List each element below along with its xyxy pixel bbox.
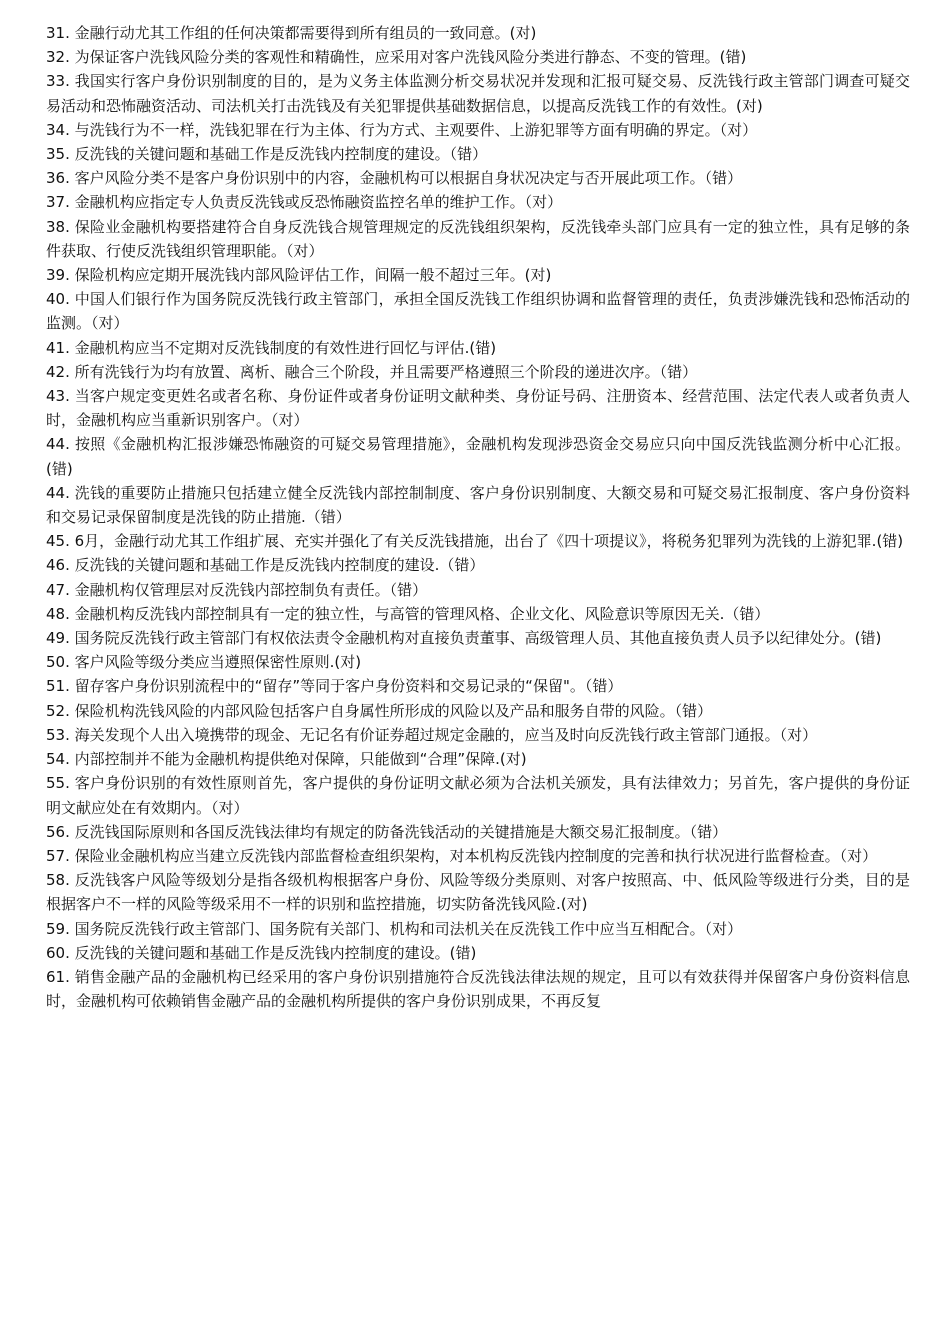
question-47: 47. 金融机构仅管理层对反洗钱内部控制负有责任。（错） [46,580,428,599]
question-57: 57. 保险业金融机构应当建立反洗钱内部监督检查组织架构，对本机构反洗钱内控制度的完善和执行状况进行监督检查。（对） [46,846,878,865]
question-37: 37. 金融机构应指定专人负责反洗钱或反恐怖融资监控名单的维护工作。（对） [46,193,563,212]
question-61: 61. 销售金融产品的金融机构已经采用的客户身份识别措施符合反洗钱法律法规的规定，且可以有效获得并保留客户身份资料信息时，金融机构可依赖销售金融产品的金融机构所提供的客户身份识别成果，不再反复 [46,967,910,1011]
question-56: 56. 反洗钱国际原则和各国反洗钱法律均有规定的防备洗钱活动的关键措施是大额交易汇报制度。（错） [46,822,728,841]
question-35: 35. 反洗钱的关键问题和基础工作是反洗钱内控制度的建设。（错） [46,145,488,164]
question-31: 31. 金融行动尤其工作组的任何决策都需要得到所有组员的一致同意。(对) [46,24,537,42]
question-58: 58. 反洗钱客户风险等级划分是指各级机构根据客户身份、风险等级分类原则、对客户按照高、中、低风险等级进行分类，目的是根据客户不一样的风险等级采用不一样的识别和监控措施，切实防备洗钱风险.(对) [46,871,910,914]
question-54: 54. 内部控制并不能为金融机构提供绝对保障，只能做到“合理”保障.(对) [46,750,527,769]
question-46: 46. 反洗钱的关键问题和基础工作是反洗钱内控制度的建设.（错） [46,556,485,575]
question-59: 59. 国务院反洗钱行政主管部门、国务院有关部门、机构和司法机关在反洗钱工作中应当互相配合。（对） [46,919,743,938]
question-60: 60. 反洗钱的关键问题和基础工作是反洗钱内控制度的建设。(错) [46,943,477,962]
question-48: 48. 金融机构反洗钱内部控制具有一定的独立性，与高管的管理风格、企业文化、风险意识等原因无关.（错） [46,604,770,623]
question-40: 40. 中国人们银行作为国务院反洗钱行政主管部门，承担全国反洗钱工作组织协调和监督管理的责任，负责涉嫌洗钱和恐怖活动的监测。（对） [46,290,910,333]
question-50: 50. 客户风险等级分类应当遵照保密性原则.(对) [46,653,362,672]
question-51: 51. 留存客户身份识别流程中的“留存”等同于客户身份资料和交易记录的“保留"。（错） [46,677,623,696]
question-36: 36. 客户风险分类不是客户身份识别中的内容，金融机构可以根据自身状况决定与否开展此项工作。（错） [46,169,743,188]
question-45: 45. 6月，金融行动尤其工作组扩展、充实并强化了有关反洗钱措施，出台了《四十项提议》，将税务犯罪列为洗钱的上游犯罪.(错) [46,532,904,551]
question-34: 34. 与洗钱行为不一样，洗钱犯罪在行为主体、行为方式、主观要件、上游犯罪等方面有明确的界定。（对） [46,120,758,139]
question-55: 55. 客户身份识别的有效性原则首先，客户提供的身份证明文献必须为合法机关颁发，具有法律效力；另首先，客户提供的身份证明文献应处在有效期内。（对） [46,774,910,817]
question-52: 52. 保险机构洗钱风险的内部风险包括客户自身属性所形成的风险以及产品和服务自带的风险。（错） [46,701,713,720]
question-49: 49. 国务院反洗钱行政主管部门有权依法责令金融机构对直接负责董事、高级管理人员、其他直接负责人员予以纪律处分。(错) [46,629,882,648]
question-44b: 44. 洗钱的重要防止措施只包括建立健全反洗钱内部控制制度、客户身份识别制度、大额交易和可疑交易汇报制度、客户身份资料和交易记录保留制度是洗钱的防止措施.（错） [46,483,910,527]
question-39: 39. 保险机构应定期开展洗钱内部风险评估工作，间隔一般不超过三年。(对) [46,266,552,285]
question-42: 42. 所有洗钱行为均有放置、离析、融合三个阶段，并且需要严格遵照三个阶段的递进次序。（错） [46,362,698,381]
question-44a: 44. 按照《金融机构汇报涉嫌恐怖融资的可疑交易管理措施》，金融机构发现涉恐资金交易应只向中国反洗钱监测分析中心汇报。(错) [46,435,910,478]
question-32: 32. 为保证客户洗钱风险分类的客观性和精确性，应采用对客户洗钱风险分类进行静态、不变的管理。(错) [46,48,747,67]
question-53: 53. 海关发现个人出入境携带的现金、无记名有价证券超过规定金融的，应当及时向反洗钱行政主管部门通报。（对） [46,725,818,744]
question-33: 33. 我国实行客户身份识别制度的目的，是为义务主体监测分析交易状况并发现和汇报可疑交易、反洗钱行政主管部门调查可疑交易活动和恐怖融资活动、司法机关打击洗钱及有关犯罪提供基础数据信息，以提高反洗钱工作的有效性。(对) [46,72,910,115]
question-41: 41. 金融机构应当不定期对反洗钱制度的有效性进行回忆与评估.(错) [46,338,497,357]
question-43: 43. 当客户规定变更姓名或者名称、身份证件或者身份证明文献种类、身份证号码、注册资本、经营范围、法定代表人或者负责人时，金融机构应当重新识别客户。（对） [46,387,910,430]
question-38: 38. 保险业金融机构要搭建符合自身反洗钱合规管理规定的反洗钱组织架构，反洗钱牵头部门应具有一定的独立性，具有足够的条件获取、行使反洗钱组织管理职能。（对） [46,217,910,260]
